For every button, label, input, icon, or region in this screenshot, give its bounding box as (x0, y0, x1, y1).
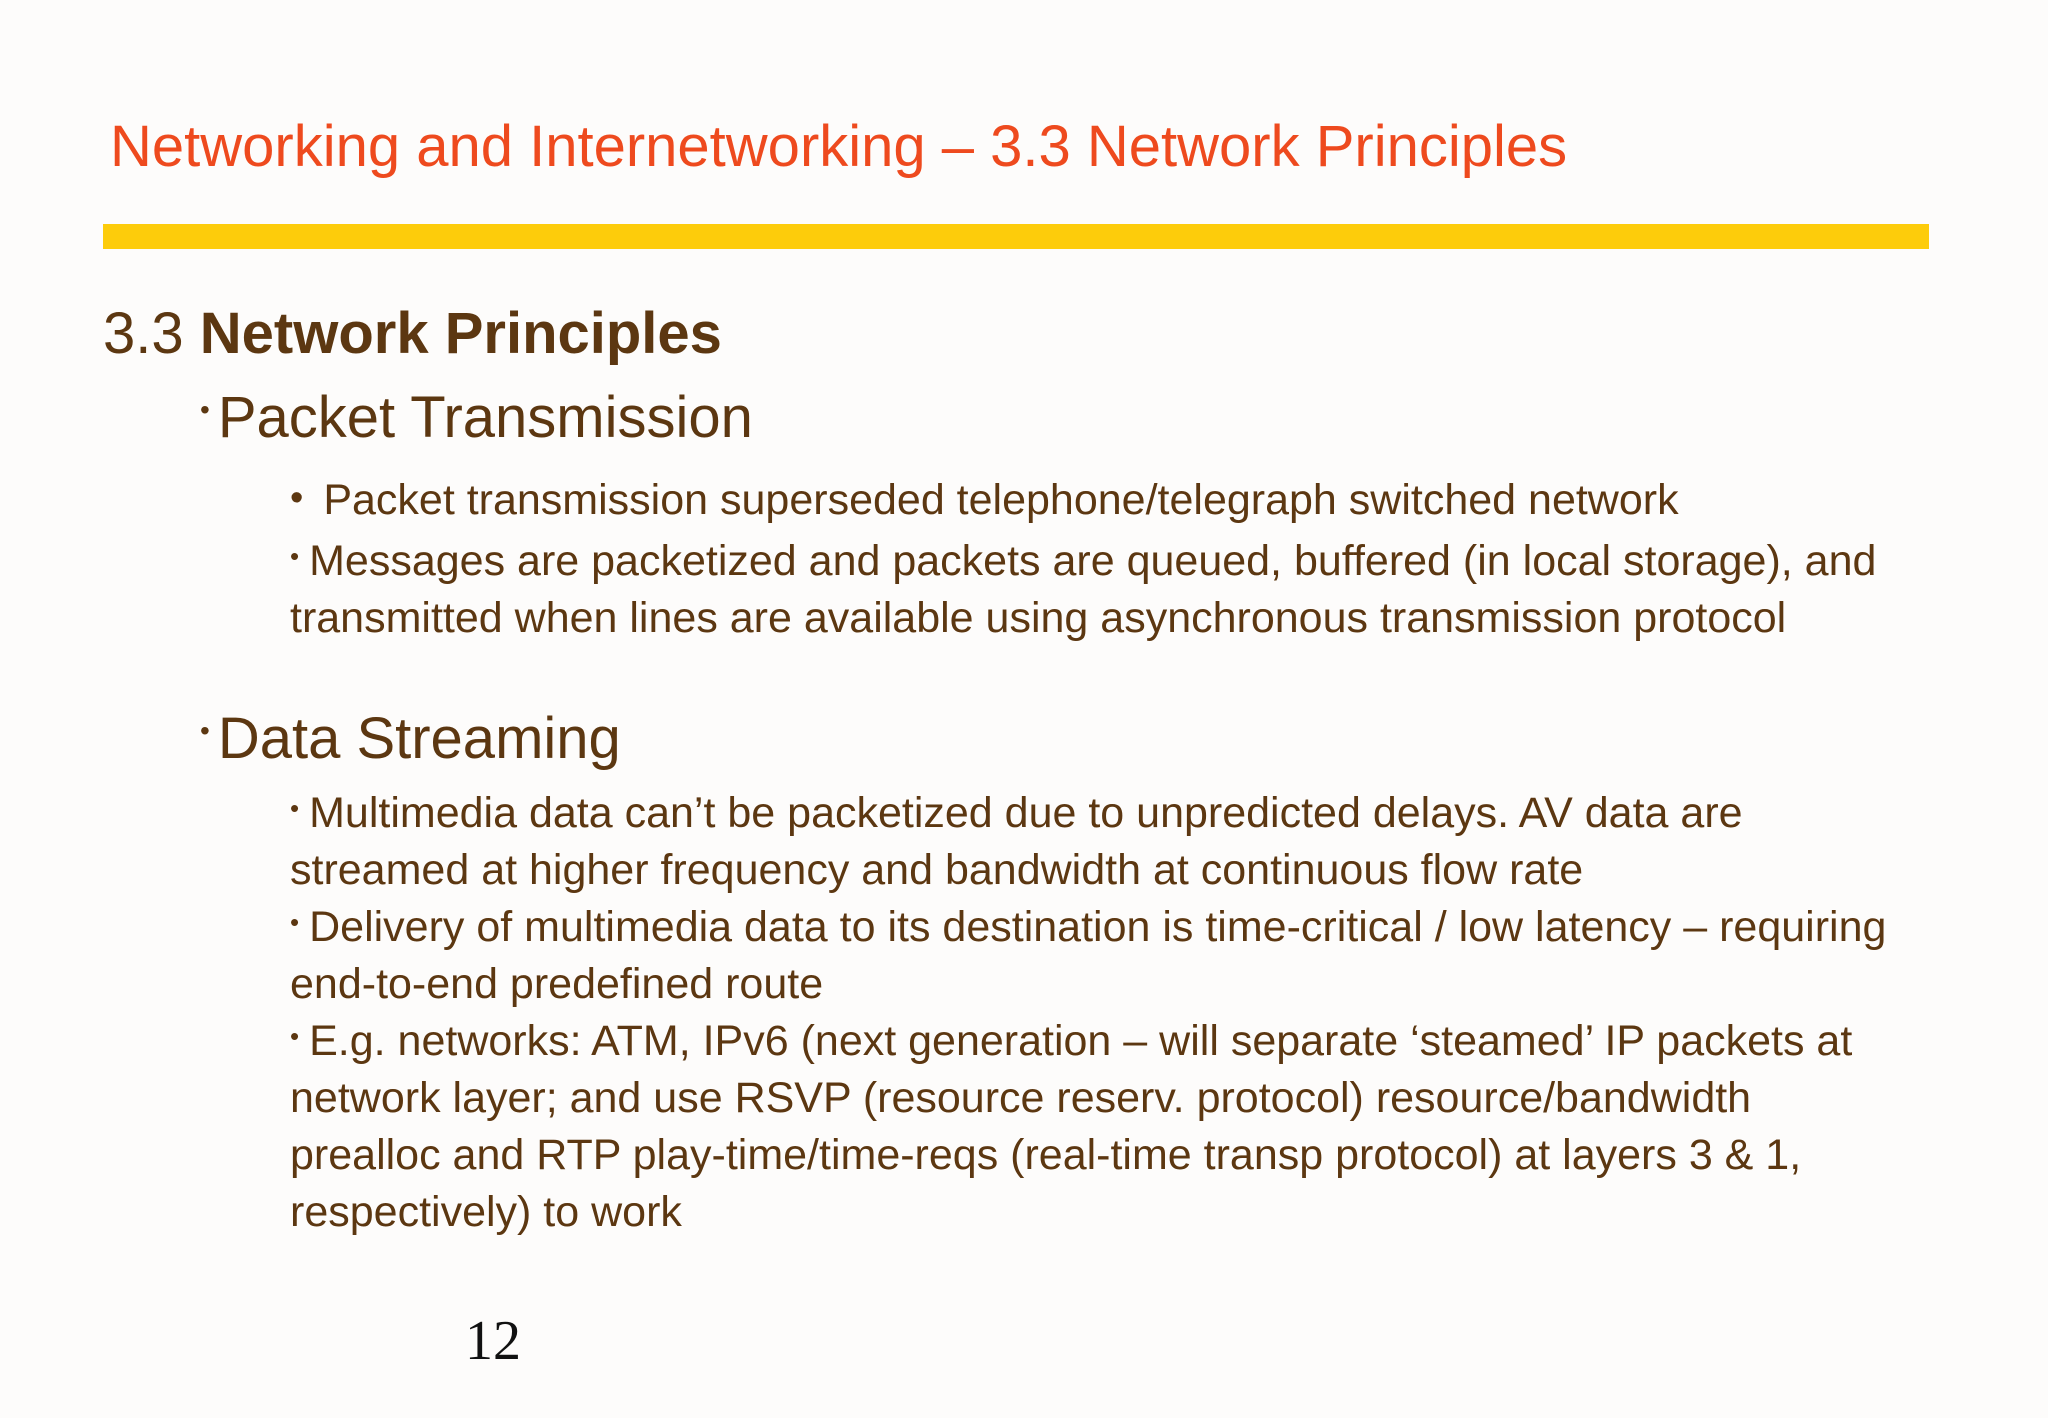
list-item (290, 894, 1890, 1013)
list-item-text: Packet transmission superseded telephone/telegraph switched network (323, 476, 1679, 524)
topic-heading-label: Data Streaming (217, 706, 621, 771)
topic-heading-data-streaming (200, 706, 621, 771)
section-heading (103, 301, 722, 366)
list-item-text: E.g. networks: ATM, IPv6 (next generation – will separate ‘steamed’ IP packets at network layer; and use RSVP (resource reserv. protocol) resource/bandwidth prealloc and RTP play-time/time-reqs (real-time transp protocol) at layers 3 & 1, respectively) to work (290, 1017, 1853, 1236)
bullet-icon: • (290, 541, 300, 571)
list-item (290, 528, 1890, 647)
title-divider-bar (103, 224, 1929, 249)
section-number: 3.3 (103, 301, 184, 366)
list-item (290, 1008, 1890, 1241)
list-item (290, 470, 1890, 529)
bullet-icon: • (290, 793, 300, 823)
list-item-text: Multimedia data can’t be packetized due to unpredicted delays. AV data are streamed at higher frequency and bandwidth at continuous flow rate (290, 789, 1743, 894)
bullet-icon: • (200, 715, 210, 746)
list-item-text: Messages are packetized and packets are queued, buffered (in local storage), and transmitted when lines are available using asynchronous transmission protocol (290, 537, 1877, 642)
topic-heading-packet-transmission (200, 385, 753, 450)
bullet-icon: • (290, 907, 300, 937)
list-item-text: Delivery of multimedia data to its destination is time-critical / low latency – requiring end-to-end predefined route (290, 903, 1887, 1008)
bullet-icon: • (200, 394, 210, 425)
list-item (290, 780, 1890, 899)
bullet-icon: • (290, 477, 304, 519)
topic-heading-label: Packet Transmission (217, 385, 753, 450)
slide-title: Networking and Internetworking – 3.3 Network Principles (110, 114, 1568, 179)
section-title: Network Principles (199, 301, 722, 366)
bullet-icon: • (290, 1021, 300, 1051)
page-number: 12 (465, 1310, 521, 1372)
